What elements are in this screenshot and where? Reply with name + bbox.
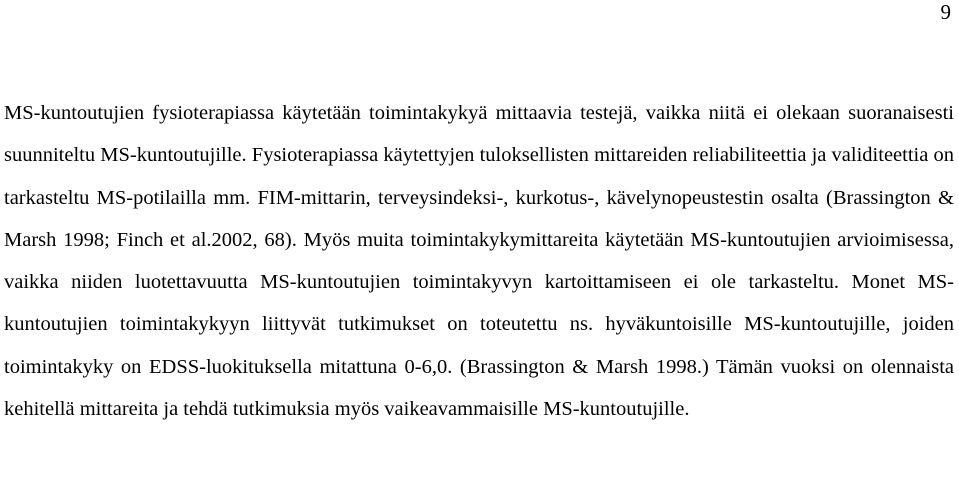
page-number: 9 <box>940 0 951 24</box>
body-paragraph: MS-kuntoutujien fysioterapiassa käytetään toimintakykyä mittaavia testejä, vaikka niitä ei olekaan suoranaisesti suunniteltu MS-kuntoutujille. Fysioterapiassa käytettyjen tuloksellisten mittareiden reliabiliteettia ja validiteettia on tarkasteltu MS-potilailla mm. FIM-mittarin, terveysindeksi-, kurkotus-, kävelynopeustestin osalta (Brassington & Marsh 1998; Finch et al.2002, 68). Myös muita toimintakykymittareita käytetään MS-kuntoutujien arvioimisessa, vaikka niiden luotettavuutta MS-kuntoutujien toimintakyvyn kartoittamiseen ei ole tarkasteltu. Monet MS-kuntoutujien toimintakykyyn liittyvät tutkimukset on toteutettu ns. hyväkuntoisille MS-kuntoutujille, joiden toimintakyky on EDSS-luokituksella mitattuna 0-6,0. (Brassington & Marsh 1998.) Tämän vuoksi on olennaista kehitellä mittareita ja tehdä tutkimuksia myös vaikeavammaisille MS-kuntoutujille. <box>4 102 954 421</box>
